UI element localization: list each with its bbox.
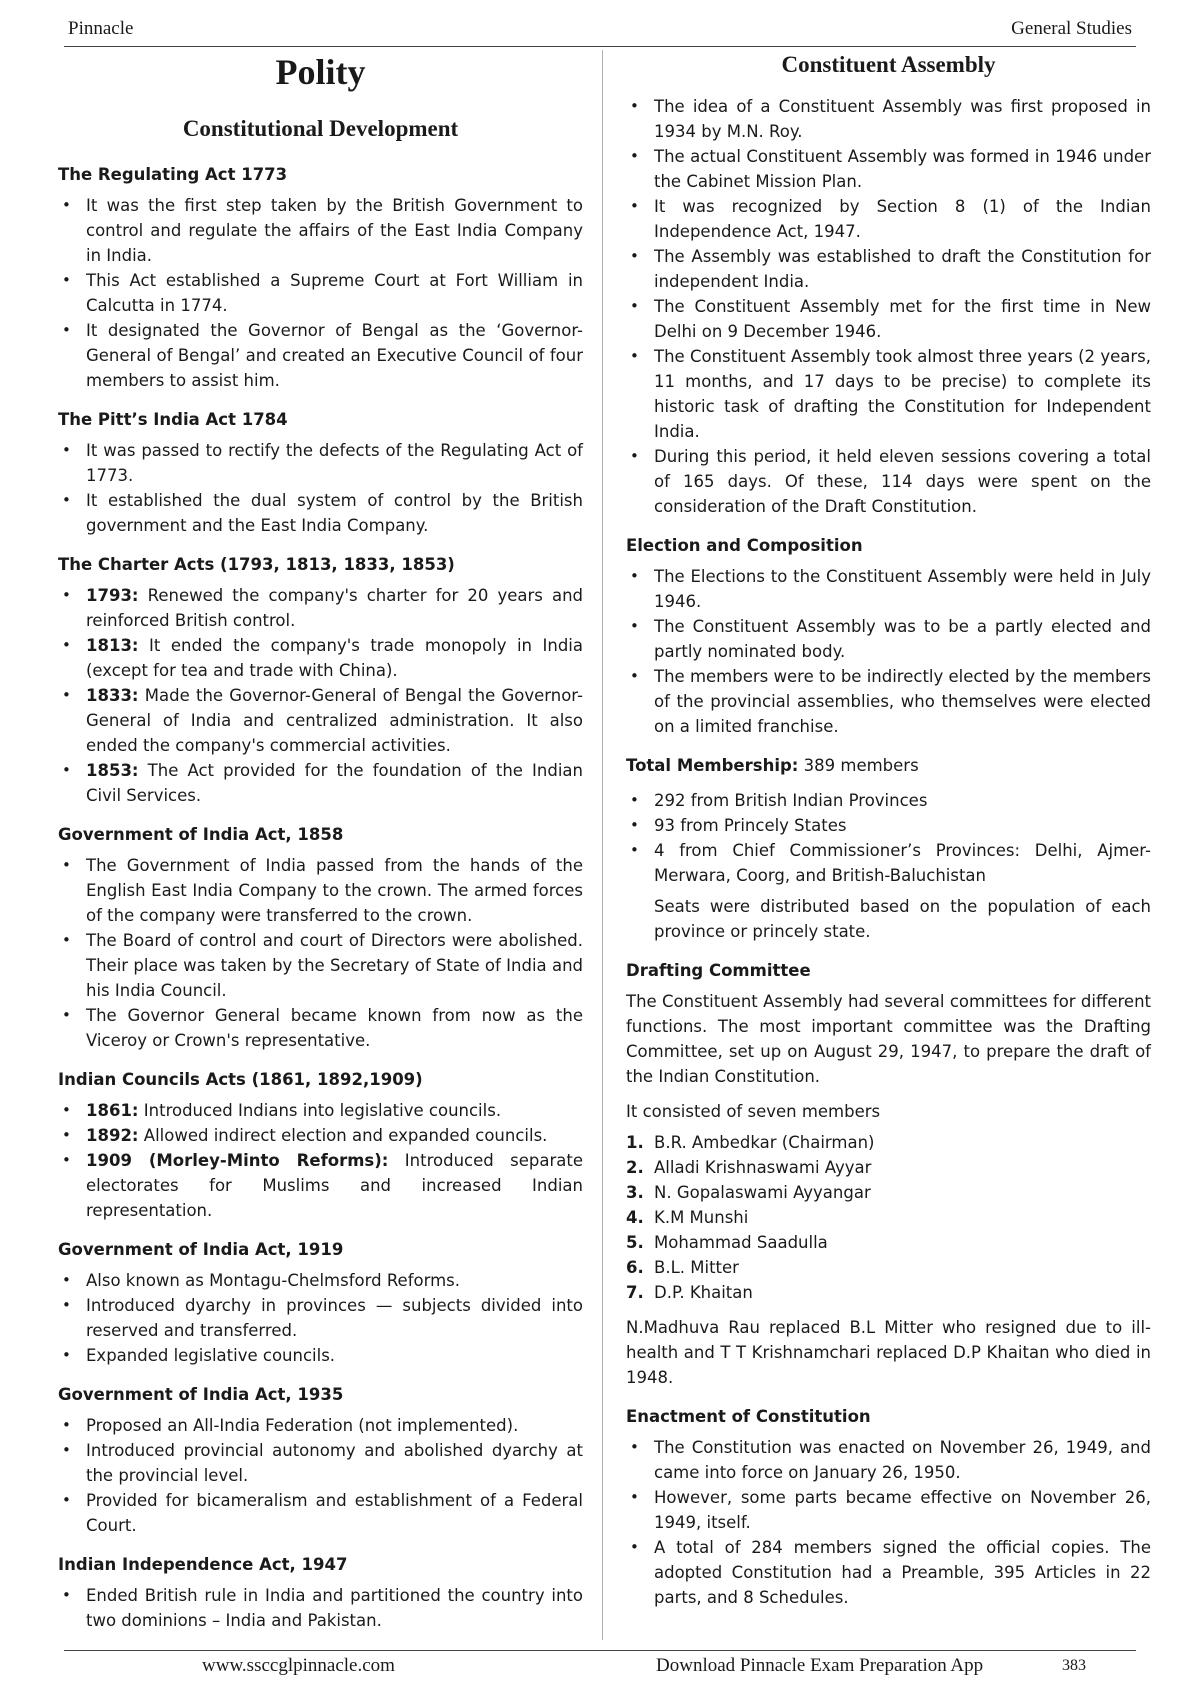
list-item	[58, 633, 583, 683]
list-item: • The Governor General became known from now as the Viceroy or Crown's representative.	[58, 1003, 583, 1053]
left-column	[58, 50, 583, 1647]
election-composition-list	[626, 564, 1151, 739]
section-heading-goi-1919: Government of India Act, 1919	[58, 1240, 344, 1259]
drafting-members-intro: It consisted of seven members	[626, 1102, 881, 1121]
total-membership-value: 389 members	[798, 756, 919, 775]
chapter-title: Constitutional Development	[182, 116, 459, 141]
page-number: 383	[1062, 1657, 1086, 1674]
list-item: • A total of 284 members signed the official copies. The adopted Constitution had a Preamble, 395 Articles in 22 parts, and 8 Schedules.	[626, 1535, 1151, 1610]
list-item: • The Assembly was established to draft the Constitution for independent India.	[626, 244, 1151, 294]
list-item	[58, 1148, 583, 1223]
list-item: • It established the dual system of control by the British government and the East India Company.	[58, 488, 583, 538]
drafting-members-list	[626, 1130, 1151, 1305]
list-item: • Provided for bicameralism and establishment of a Federal Court.	[58, 1488, 583, 1538]
list-item: • The Constitution was enacted on November 26, 1949, and came into force on January 26, 1950.	[626, 1435, 1151, 1485]
list-item: • The actual Constituent Assembly was formed in 1946 under the Cabinet Mission Plan.	[626, 144, 1151, 194]
year-label: 1833:	[86, 686, 139, 705]
section-heading-charter-acts: The Charter Acts (1793, 1813, 1833, 1853)	[58, 555, 455, 574]
goi-1858-list	[58, 853, 583, 1053]
column-divider	[602, 50, 603, 1640]
year-label: 1909 (Morley-Minto Reforms):	[86, 1151, 389, 1170]
list-item: • The idea of a Constituent Assembly was first proposed in 1934 by M.N. Roy.	[626, 94, 1151, 144]
year-label: 1793:	[86, 586, 139, 605]
section-heading-goi-1935: Government of India Act, 1935	[58, 1385, 344, 1404]
enactment-list	[626, 1435, 1151, 1610]
page-footer	[64, 1650, 1136, 1681]
list-item	[58, 758, 583, 808]
total-membership-label: Total Membership:	[626, 756, 799, 775]
section-title-constituent-assembly: Constituent Assembly	[781, 52, 996, 77]
header-subject: General Studies	[1011, 18, 1132, 39]
section-heading-pitts-india-act: The Pitt’s India Act 1784	[58, 410, 288, 429]
list-item: 1. B.R. Ambedkar (Chairman)	[626, 1133, 875, 1152]
list-item: • The Board of control and court of Directors were abolished. Their place was taken by the Secretary of State of India and his India Council.	[58, 928, 583, 1003]
section-heading-regulating-act: The Regulating Act 1773	[58, 165, 288, 184]
list-item: • The Constituent Assembly was to be a partly elected and partly nominated body.	[626, 614, 1151, 664]
list-item: • It designated the Governor of Bengal as the ‘Governor-General of Bengal’ and created an Executive Council of four members to assist him.	[58, 318, 583, 393]
footer-app-promo: Download Pinnacle Exam Preparation App	[656, 1655, 984, 1676]
list-item: • 292 from British Indian Provinces	[626, 788, 1151, 813]
list-item	[58, 583, 583, 633]
item-text: Renewed the company's charter for 20 years and reinforced British control.	[86, 586, 583, 630]
list-item: 4. K.M Munshi	[626, 1208, 749, 1227]
section-heading-indian-councils-acts: Indian Councils Acts (1861, 1892,1909)	[58, 1070, 423, 1089]
list-item	[58, 683, 583, 758]
list-item: • This Act established a Supreme Court at Fort William in Calcutta in 1774.	[58, 268, 583, 318]
total-membership	[626, 753, 1151, 778]
list-item	[58, 1098, 583, 1123]
charter-acts-list	[58, 583, 583, 808]
item-text: Allowed indirect election and expanded councils.	[138, 1126, 548, 1145]
item-text: The Act provided for the foundation of the Indian Civil Services.	[86, 761, 583, 805]
indian-councils-acts-list	[58, 1098, 583, 1223]
membership-list	[626, 788, 1151, 888]
item-text: Made the Governor-General of Bengal the Governor-General of India and centralized administration. It also ended the company's commercial activities.	[86, 686, 583, 755]
list-item: • Also known as Montagu-Chelmsford Reforms.	[58, 1268, 583, 1293]
list-item: 3. N. Gopalaswami Ayyangar	[626, 1183, 871, 1202]
list-item: • Introduced provincial autonomy and abolished dyarchy at the provincial level.	[58, 1438, 583, 1488]
section-heading-election-composition: Election and Composition	[626, 536, 863, 555]
header-brand: Pinnacle	[68, 18, 134, 39]
list-item: 5. Mohammad Saadulla	[626, 1233, 828, 1252]
list-item: • It was recognized by Section 8 (1) of the Indian Independence Act, 1947.	[626, 194, 1151, 244]
goi-1919-list	[58, 1268, 583, 1368]
list-item: • The Government of India passed from the hands of the English East India Company to the crown. The armed forces of the company were transferred to the crown.	[58, 853, 583, 928]
item-text: Introduced Indians into legislative councils.	[138, 1101, 502, 1120]
list-item: 2. Alladi Krishnaswami Ayyar	[626, 1158, 872, 1177]
list-item: • During this period, it held eleven sessions covering a total of 165 days. Of these, 114 days were spent on the consideration of the Draft Constitution.	[626, 444, 1151, 519]
list-item: • It was passed to rectify the defects of the Regulating Act of 1773.	[58, 438, 583, 488]
pitts-india-act-list	[58, 438, 583, 538]
list-item: • The Elections to the Constituent Assembly were held in July 1946.	[626, 564, 1151, 614]
section-heading-goi-1858: Government of India Act, 1858	[58, 825, 344, 844]
list-item: • Expanded legislative councils.	[58, 1343, 583, 1368]
item-text: It ended the company's trade monopoly in India (except for tea and trade with China).	[86, 636, 583, 680]
list-item: 6. B.L. Mitter	[626, 1258, 739, 1277]
drafting-replacement-note: N.Madhuva Rau replaced B.L Mitter who resigned due to ill-health and T T Krishnamchari replaced D.P Khaitan who died in 1948.	[626, 1318, 1151, 1387]
list-item: • It was the first step taken by the British Government to control and regulate the affairs of the East India Company in India.	[58, 193, 583, 268]
list-item: • 93 from Princely States	[626, 813, 1151, 838]
year-label: 1813:	[86, 636, 139, 655]
section-heading-enactment: Enactment of Constitution	[626, 1407, 871, 1426]
goi-1935-list	[58, 1413, 583, 1538]
regulating-act-list	[58, 193, 583, 393]
page-title: Polity	[275, 52, 366, 92]
right-column	[626, 50, 1151, 1624]
section-heading-independence-act: Indian Independence Act, 1947	[58, 1555, 348, 1574]
year-label: 1892:	[86, 1126, 139, 1145]
list-item: • Introduced dyarchy in provinces — subjects divided into reserved and transferred.	[58, 1293, 583, 1343]
year-label: 1861:	[86, 1101, 139, 1120]
membership-note: Seats were distributed based on the population of each province or princely state.	[654, 897, 1151, 941]
constituent-assembly-intro-list	[626, 94, 1151, 519]
year-label: 1853:	[86, 761, 139, 780]
list-item: • The Constituent Assembly took almost three years (2 years, 11 months, and 17 days to be precise) to complete its historic task of drafting the Constitution for Independent India.	[626, 344, 1151, 444]
list-item: 7. D.P. Khaitan	[626, 1283, 753, 1302]
drafting-paragraph: The Constituent Assembly had several committees for different functions. The most important committee was the Drafting Committee, set up on August 29, 1947, to prepare the draft of the Indian Constitution.	[626, 992, 1151, 1086]
section-heading-drafting-committee: Drafting Committee	[626, 961, 811, 980]
page-header	[64, 14, 1136, 47]
independence-act-list	[58, 1583, 583, 1633]
list-item	[58, 1123, 583, 1148]
footer-website[interactable]: www.ssccglpinnacle.com	[202, 1655, 395, 1676]
list-item: • The members were to be indirectly elected by the members of the provincial assemblies, who themselves were elected on a limited franchise.	[626, 664, 1151, 739]
list-item: • Proposed an All-India Federation (not implemented).	[58, 1413, 583, 1438]
list-item: • 4 from Chief Commissioner’s Provinces: Delhi, Ajmer-Merwara, Coorg, and British-Baluchistan	[626, 838, 1151, 888]
item-text: Introduced separate electorates for Muslims and increased Indian representation.	[86, 1151, 584, 1220]
list-item: • The Constituent Assembly met for the first time in New Delhi on 9 December 1946.	[626, 294, 1151, 344]
list-item: • However, some parts became effective on November 26, 1949, itself.	[626, 1485, 1151, 1535]
list-item: • Ended British rule in India and partitioned the country into two dominions – India and Pakistan.	[58, 1583, 583, 1633]
